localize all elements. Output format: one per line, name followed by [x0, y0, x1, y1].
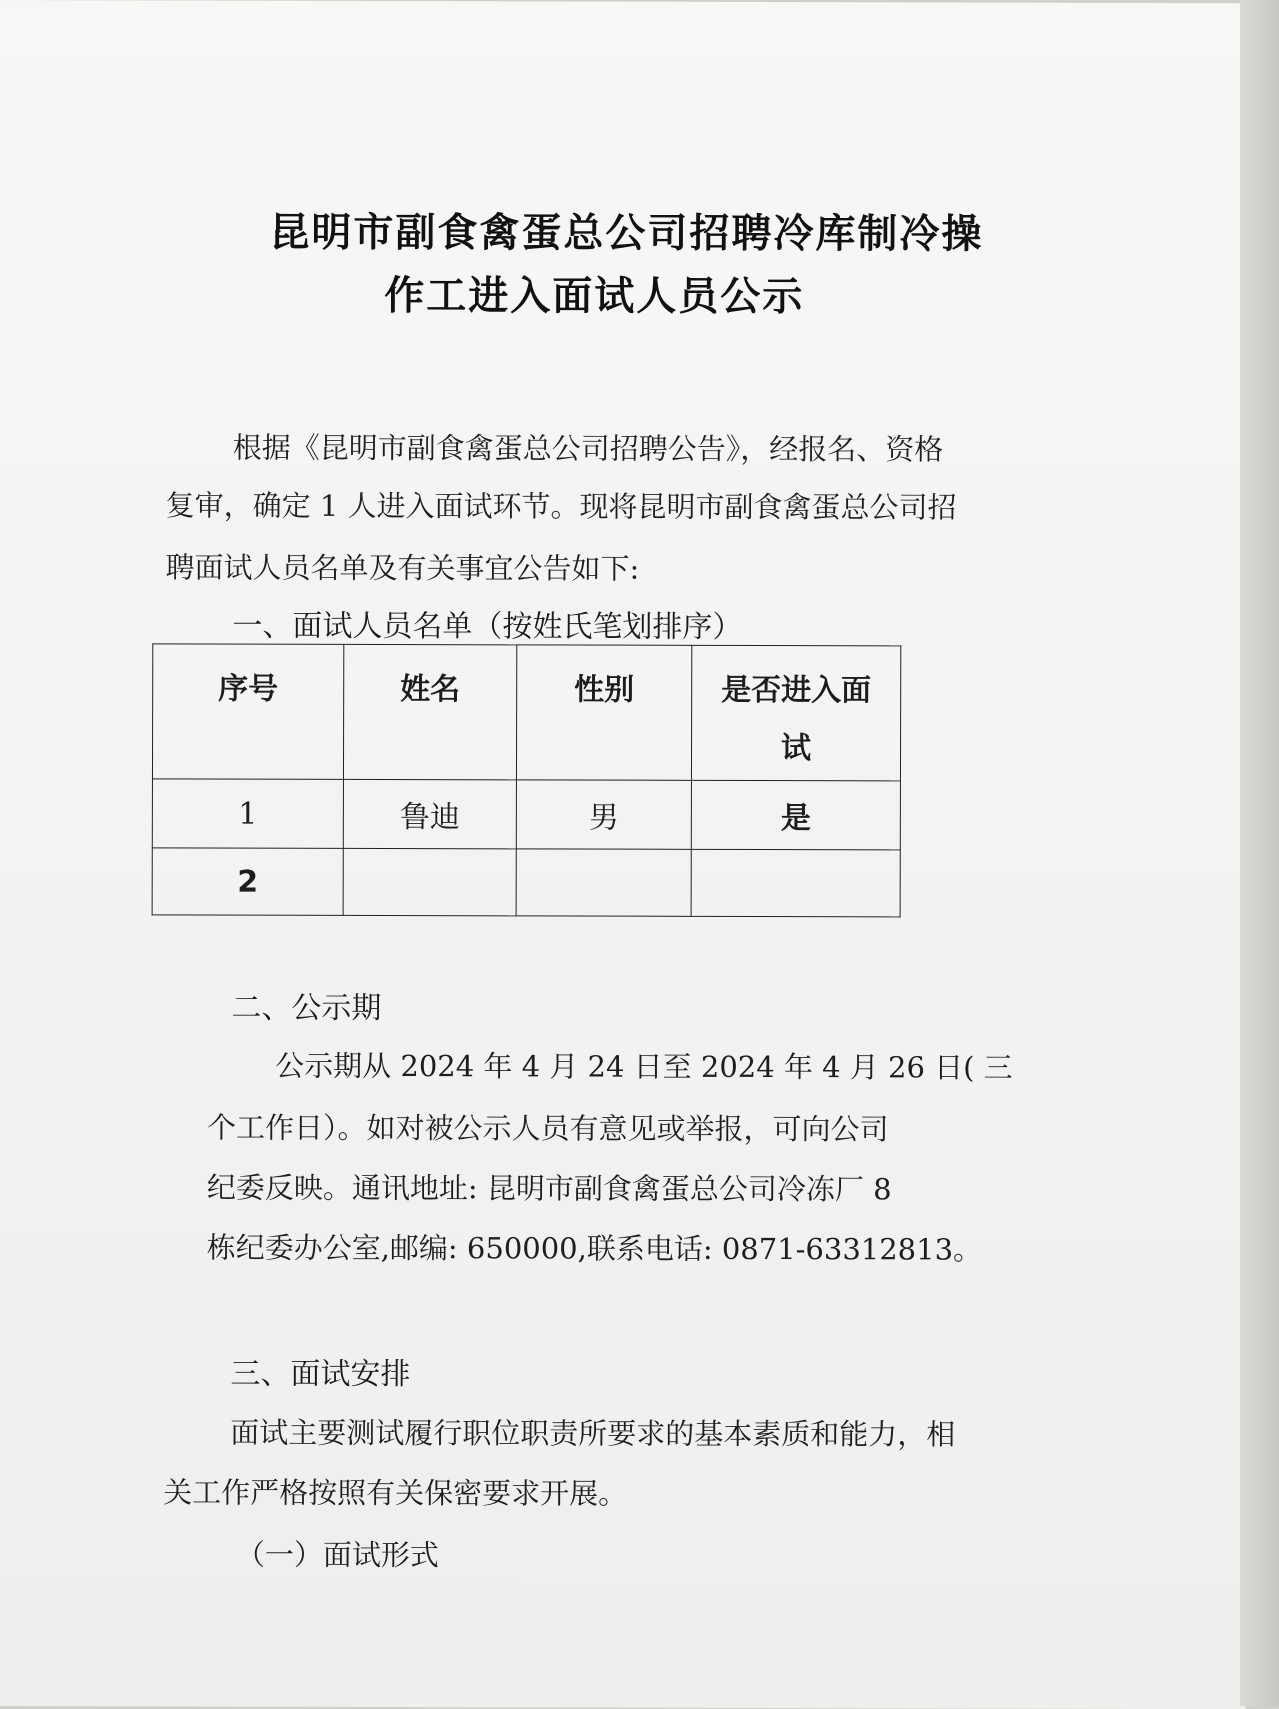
- header-interview-line-1: 是否进入面: [721, 672, 872, 709]
- cell-no: 2: [152, 848, 343, 915]
- paper-edge-shadow: [1240, 0, 1279, 1706]
- cell-gender: [516, 849, 691, 916]
- cell-interview: 是: [691, 780, 900, 850]
- header-interview-line-2: 试: [780, 731, 812, 767]
- section2-line-1: 公示期从 2024 年 4 月 24 日至 2024 年 4 月 26 日( 三: [275, 1048, 1013, 1085]
- cell-gender: 男: [516, 780, 691, 849]
- section2-heading: 二、公示期: [231, 990, 382, 1027]
- subsection1-heading: （一）面试形式: [235, 1537, 439, 1573]
- document-title-line-2: 作工进入面试人员公示: [384, 273, 805, 321]
- header-no: 序号: [152, 644, 343, 779]
- cell-interview: [691, 849, 900, 917]
- intro-line-1: 根据《昆明市副食禽蛋总公司招聘公告》，经报名、资格: [232, 430, 944, 467]
- header-name: 姓名: [343, 644, 516, 779]
- section2-line-3: 纪委反映。通讯地址: 昆明市副食禽蛋总公司冷冻厂 8: [206, 1170, 892, 1207]
- table-row: [152, 848, 900, 917]
- section3-heading: 三、面试安排: [230, 1356, 411, 1393]
- table-header-row: [152, 644, 900, 781]
- section2-line-2: 个工作日）。如对被公示人员有意见或举报，可向公司: [207, 1110, 889, 1147]
- table-row: [152, 779, 900, 850]
- cell-no: 1: [152, 779, 343, 848]
- section3-line-1: 面试主要测试履行职位职责所要求的基本素质和能力，相: [230, 1415, 956, 1452]
- cell-name: [343, 848, 516, 915]
- interview-roster-table: [152, 643, 902, 917]
- cell-name: 鲁迪: [343, 779, 516, 848]
- section1-heading: 一、面试人员名单（按姓氏笔划排序）: [232, 608, 743, 645]
- header-gender: 性别: [516, 645, 691, 780]
- document-title-line-1: 昆明市副食禽蛋总公司招聘冷库制冷操: [269, 209, 984, 258]
- intro-line-3: 聘面试人员名单及有关事宜公告如下:: [165, 550, 640, 586]
- intro-line-2: 复审，确定 1 人进入面试环节。现将昆明市副食禽蛋总公司招: [165, 488, 957, 525]
- section2-line-4: 栋纪委办公室,邮编: 650000,联系电话: 0871-63312813。: [206, 1230, 983, 1267]
- section3-line-2: 关工作严格按照有关保密要求开展。: [163, 1475, 628, 1511]
- header-interview: [691, 645, 900, 781]
